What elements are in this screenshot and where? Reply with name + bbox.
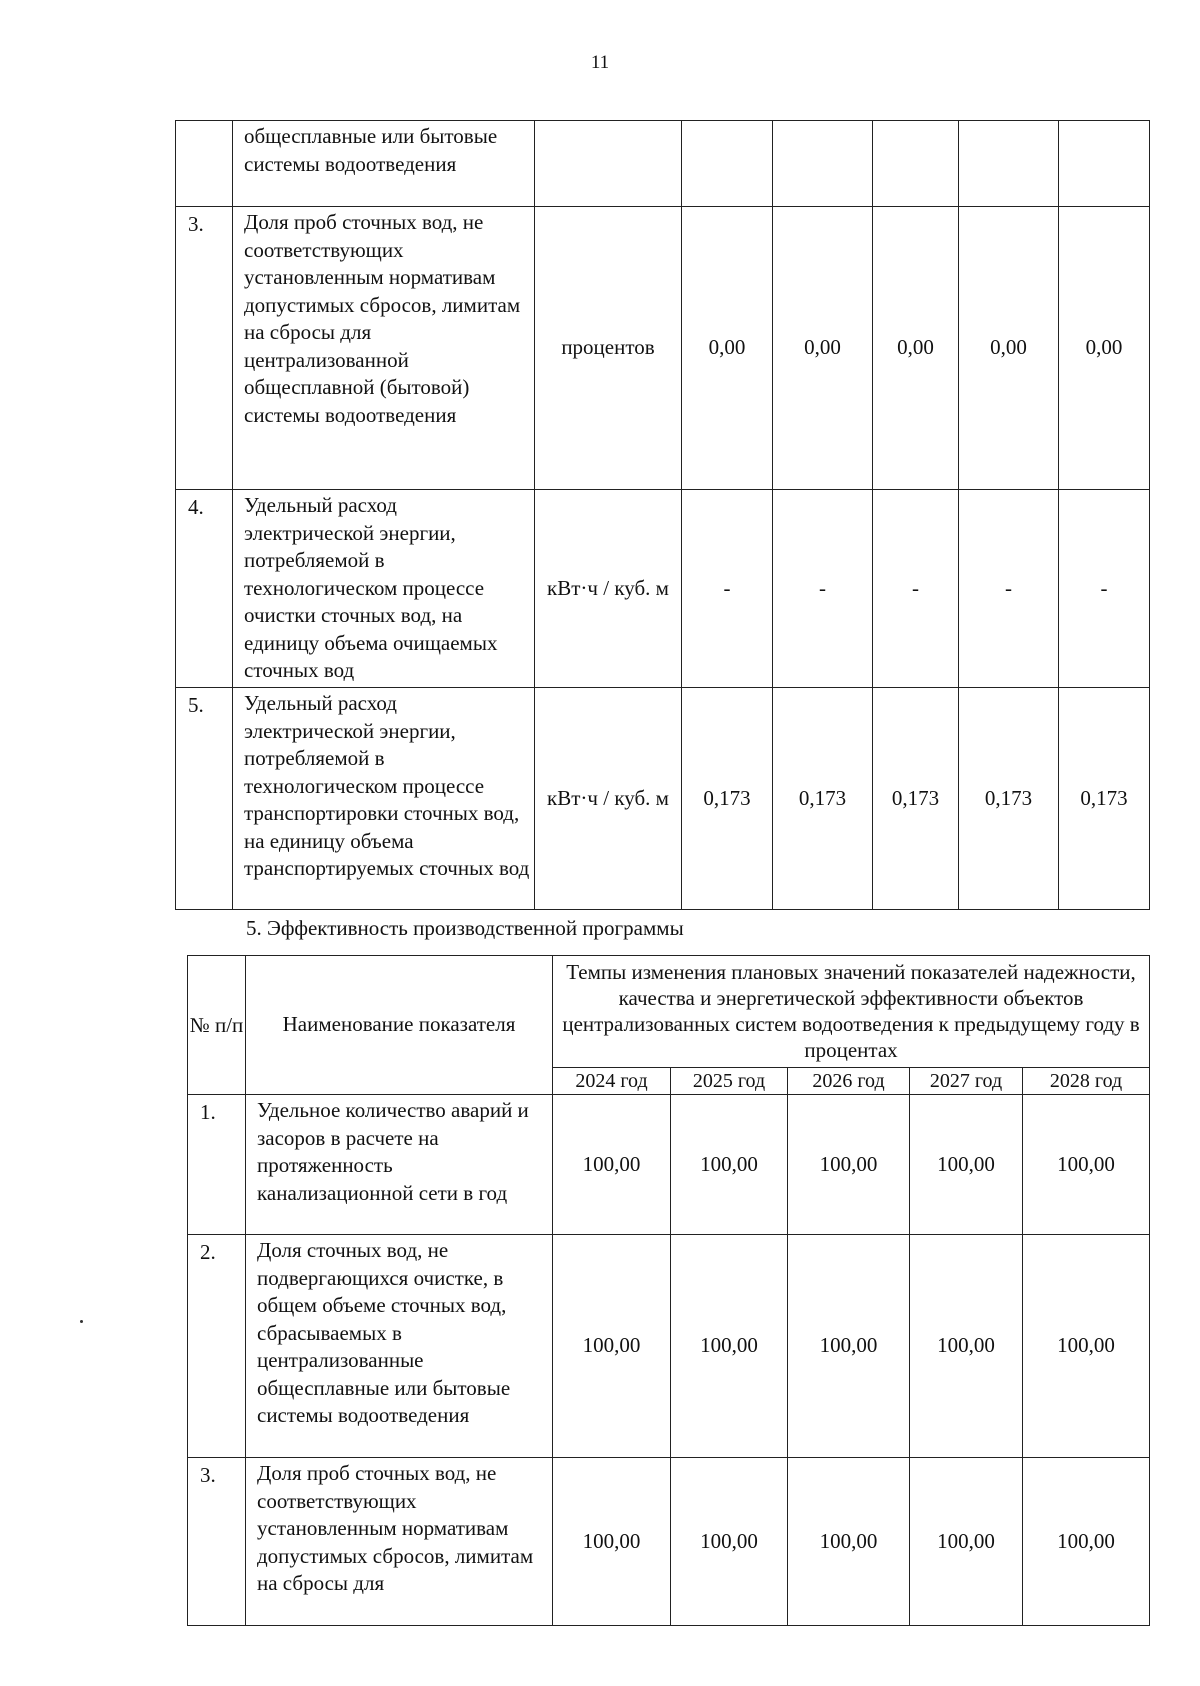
value-cell: -: [773, 490, 873, 688]
scan-artifact-dot: [80, 1320, 83, 1323]
section-title: 5. Эффективность производственной программы: [246, 916, 684, 940]
value-cell: 100,00: [671, 1458, 788, 1626]
header-number: № п/п: [188, 956, 246, 1095]
value-cell: 0,173: [873, 688, 959, 910]
row-number: 3.: [176, 207, 233, 490]
value-cell: 100,00: [788, 1458, 910, 1626]
value-cell: 0,00: [1059, 207, 1150, 490]
row-number: 3.: [188, 1458, 246, 1626]
indicator-name: Доля проб сточных вод, не соответствующих установленным нормативам допустимых сбросов, лимитам на сбросы для централизованной общесплавной (бытовой) системы водоотведения: [233, 207, 535, 490]
value-cell: -: [682, 490, 773, 688]
value-cell: 100,00: [671, 1235, 788, 1458]
indicators-table-continued: [175, 120, 1150, 910]
indicator-name: общесплавные или бытовые системы водоотведения: [233, 121, 535, 207]
value-cell: 0,00: [959, 207, 1059, 490]
value-cell: -: [873, 490, 959, 688]
table-row: [176, 207, 1150, 490]
value-cell: 100,00: [553, 1235, 671, 1458]
value-cell: [873, 121, 959, 207]
row-number: 2.: [188, 1235, 246, 1458]
value-cell: [959, 121, 1059, 207]
row-number: [176, 121, 233, 207]
value-cell: 100,00: [553, 1458, 671, 1626]
value-cell: 100,00: [553, 1095, 671, 1235]
table-row: [188, 1458, 1150, 1626]
table-row: [176, 121, 1150, 207]
value-cell: [773, 121, 873, 207]
value-cell: 100,00: [1023, 1235, 1150, 1458]
indicator-name: Доля проб сточных вод, не соответствующих установленным нормативам допустимых сбросов, лимитам на сбросы для: [246, 1458, 553, 1626]
indicator-name: Удельный расход электрической энергии, потребляемой в технологическом процессе очистки сточных вод, на единицу объема очищаемых сточных вод: [233, 490, 535, 688]
table-row: [188, 1095, 1150, 1235]
table-row: [188, 1235, 1150, 1458]
value-cell: [682, 121, 773, 207]
value-cell: -: [959, 490, 1059, 688]
value-cell: 100,00: [1023, 1458, 1150, 1626]
value-cell: 100,00: [788, 1235, 910, 1458]
value-cell: 0,173: [773, 688, 873, 910]
value-cell: 100,00: [671, 1095, 788, 1235]
table-row: [176, 490, 1150, 688]
value-cell: 0,00: [773, 207, 873, 490]
page-number: 11: [590, 52, 610, 73]
value-cell: 0,173: [1059, 688, 1150, 910]
header-year: 2027 год: [910, 1068, 1023, 1095]
value-cell: 0,173: [959, 688, 1059, 910]
header-indicator-name: Наименование показателя: [246, 956, 553, 1095]
unit-cell: процентов: [535, 207, 682, 490]
header-year: 2028 год: [1023, 1068, 1150, 1095]
value-cell: 100,00: [910, 1235, 1023, 1458]
value-cell: 100,00: [1023, 1095, 1150, 1235]
value-cell: 100,00: [788, 1095, 910, 1235]
value-cell: 0,173: [682, 688, 773, 910]
table-header-row: [188, 956, 1150, 1068]
indicator-name: Доля сточных вод, не подвергающихся очистке, в общем объеме сточных вод, сбрасываемых в централизованные общесплавные или бытовые системы водоотведения: [246, 1235, 553, 1458]
header-year: 2026 год: [788, 1068, 910, 1095]
value-cell: -: [1059, 490, 1150, 688]
indicator-name: Удельное количество аварий и засоров в расчете на протяженность канализационной сети в год: [246, 1095, 553, 1235]
unit-cell: кВт·ч / куб. м: [535, 490, 682, 688]
table-row: [176, 688, 1150, 910]
row-number: 4.: [176, 490, 233, 688]
value-cell: 100,00: [910, 1095, 1023, 1235]
row-number: 1.: [188, 1095, 246, 1235]
header-year: 2024 год: [553, 1068, 671, 1095]
value-cell: [1059, 121, 1150, 207]
value-cell: 100,00: [910, 1458, 1023, 1626]
header-year: 2025 год: [671, 1068, 788, 1095]
indicator-name: Удельный расход электрической энергии, потребляемой в технологическом процессе транспортировки сточных вод, на единицу объема транспортируемых сточных вод: [233, 688, 535, 910]
unit-cell: кВт·ч / куб. м: [535, 688, 682, 910]
value-cell: 0,00: [682, 207, 773, 490]
header-tempo: Темпы изменения плановых значений показателей надежности, качества и энергетической эффективности объектов централизованных систем водоотведения к предыдущему году в процентах: [553, 956, 1150, 1068]
unit-cell: [535, 121, 682, 207]
value-cell: 0,00: [873, 207, 959, 490]
efficiency-table: [187, 955, 1150, 1626]
row-number: 5.: [176, 688, 233, 910]
